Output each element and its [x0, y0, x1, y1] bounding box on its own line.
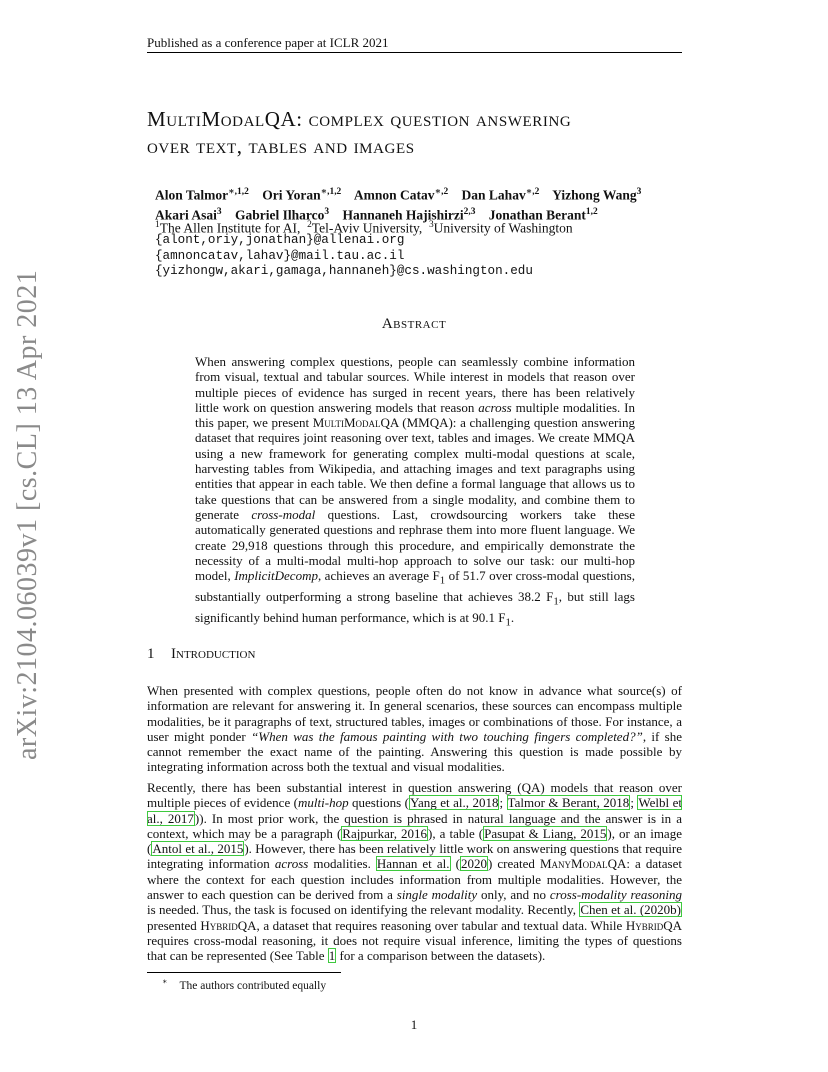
citation-link[interactable]: Talmor & Berant, 2018 — [507, 795, 630, 811]
author-name: Dan Lahav — [461, 187, 526, 203]
citation-link[interactable]: 2020 — [460, 856, 487, 872]
author-sup: 3 — [636, 187, 642, 197]
author-sup: ∗,2 — [525, 187, 540, 197]
author-sup: 3 — [216, 206, 222, 217]
affil-text: The Allen Institute for AI, — [159, 220, 301, 236]
section-heading-introduction — [147, 646, 255, 663]
author-sup: ∗,1,2 — [320, 187, 342, 197]
email-list — [155, 233, 533, 280]
section-title: Introduction — [171, 646, 256, 662]
author-name: Alon Talmor — [155, 187, 229, 203]
author-name: Jonathan Berant — [488, 207, 586, 222]
affil-sup: 3 — [428, 220, 434, 230]
table-ref-link[interactable]: 1 — [328, 948, 336, 964]
footnote — [162, 977, 326, 992]
citation-link[interactable]: Rajpurkar, 2016 — [342, 825, 428, 841]
email-line[interactable]: {amnoncatav,lahav}@mail.tau.ac.il — [155, 248, 405, 263]
author-name: Gabriel Ilharco — [234, 207, 325, 222]
email-line[interactable]: {yizhongw,akari,gamaga,hannaneh}@cs.washington.edu — [155, 264, 533, 278]
affil-sup: 1 — [155, 220, 160, 230]
citation-link[interactable]: Yang et al., 2018 — [409, 795, 499, 811]
author-name: Ori Yoran — [262, 187, 321, 203]
citation-link[interactable]: Pasupat & Liang, 2015 — [484, 825, 607, 841]
citation-link[interactable]: Chen et al. (2020b) — [580, 902, 681, 918]
intro-paragraph-2: Recently, there has been substantial interest in question answering (QA) models that reason over multiple pieces of evidence (multi-hop questions (Yang et al., 2018; Talmor & Berant, 2018; Welbl et al., 2017)). In most prior work, the question is phrased in natural language and the answer is in a context, which may be a paragraph (Rajpurkar, 2016), a table (Pasupat & Liang, 2015), or an image (Antol et al., 2015). However, there has been relatively little work on answering questions that require integrating information across modalities. Hannan et al. (2020) created ManyModalQA: a dataset where the context for each question includes information from multiple modalities. However, the answer to each question can be derived from a single modality only, and no cross-modality reasoning is needed. Thus, the task is focused on identifying the relevant modality. Recently, Chen et al. (2020b) presented HybridQA, a dataset that requires reasoning over tabular and textual data. While HybridQA requires cross-modal reasoning, it does not require visual inference, limiting the types of questions that can be represented (See Table 1 for a comparison between the datasets). — [147, 780, 683, 964]
header-rule — [147, 52, 682, 53]
title-line-1: MultiModalQA: complex question answering — [147, 107, 572, 131]
abstract-body: When answering complex questions, people can seamlessly combine information from visual, textual and tabular sources. While interest in models that reason over multiple pieces of evidence has surged in recent years, there has been relatively little work on question answering models that reason across multiple modalities. In this paper, we present MultiModalQA (MMQA): a challenging question answering dataset that requires joint reasoning over text, tables and images. We create MMQA using a new framework for generating complex multi-modal questions at scale, harvesting tables from Wikipedia, and attaching images and text paragraphs using entities that appear in each table. We then define a formal language that allows us to take questions that can be answered from a single modality, and combine them to generate cross-modal questions. Last, crowdsourcing workers take these automatically generated questions and rephrase them into more fluent language. We create 29,918 questions through this procedure, and empirically demonstrate the necessity of a multi-modal multi-hop approach to solve our task: our multi-hop model, ImplicitDecomp, achieves an average $F_1$ of 51.7 over cross-modal questions, substantially outperforming a strong baseline that achieves 38.2 $F_1$, but still lags significantly behind human performance, which is at 90.1 $F_1$. — [195, 354, 635, 629]
affil-sup: 2 — [307, 220, 312, 230]
affil-text: University of Washington — [433, 220, 573, 236]
running-header: Published as a conference paper at ICLR 2021 — [147, 35, 389, 50]
abstract-heading: Abstract — [381, 316, 447, 332]
citation-link[interactable]: Hannan et al. — [376, 856, 450, 872]
paper-title — [147, 106, 707, 160]
author-name: Amnon Catav — [353, 187, 435, 203]
section-number: 1 — [147, 646, 155, 662]
citation-link[interactable]: Antol et al., 2015 — [152, 841, 244, 857]
author-sup: 3 — [324, 206, 330, 217]
footnote-mark: ∗ — [162, 977, 168, 986]
author-sup: 2,3 — [463, 206, 476, 217]
footnote-rule — [147, 972, 341, 973]
email-line[interactable]: {alont,oriy,jonathan}@allenai.org — [155, 233, 405, 247]
author-name: Akari Asai — [155, 207, 217, 222]
author-sup: ∗,2 — [434, 187, 449, 197]
author-name: Hannaneh Hajishirzi — [342, 207, 464, 222]
affil-text: Tel-Aviv University, — [311, 220, 423, 236]
arxiv-stamp: arXiv:2104.06039v1 [cs.CL] 13 Apr 2021 — [12, 269, 43, 760]
author-row-1 — [155, 184, 700, 204]
citation-link[interactable]: Welbl et al., 2017 — [147, 795, 682, 826]
title-line-2: over text, tables and images — [147, 134, 415, 158]
author-name: Yizhong Wang — [552, 187, 637, 203]
intro-paragraph-1: When presented with complex questions, people often do not know in advance what source(s) of information are relevant for answering it. In general scenarios, these sources can encompass multiple modalities, be it paragraphs of text, structured tables, images or combinations of those. For instance, a user might ponder “When was the famous painting with two touching fingers completed?”, if she cannot remember the exact name of the painting. Answering this question is made possible by integrating information across both the textual and visual modalities. — [147, 683, 682, 775]
author-sup: ∗,1,2 — [228, 187, 249, 197]
footnote-text: The authors contributed equally — [179, 979, 327, 992]
page-number: 1 — [410, 1017, 418, 1032]
author-sup: 1,2 — [585, 206, 598, 217]
